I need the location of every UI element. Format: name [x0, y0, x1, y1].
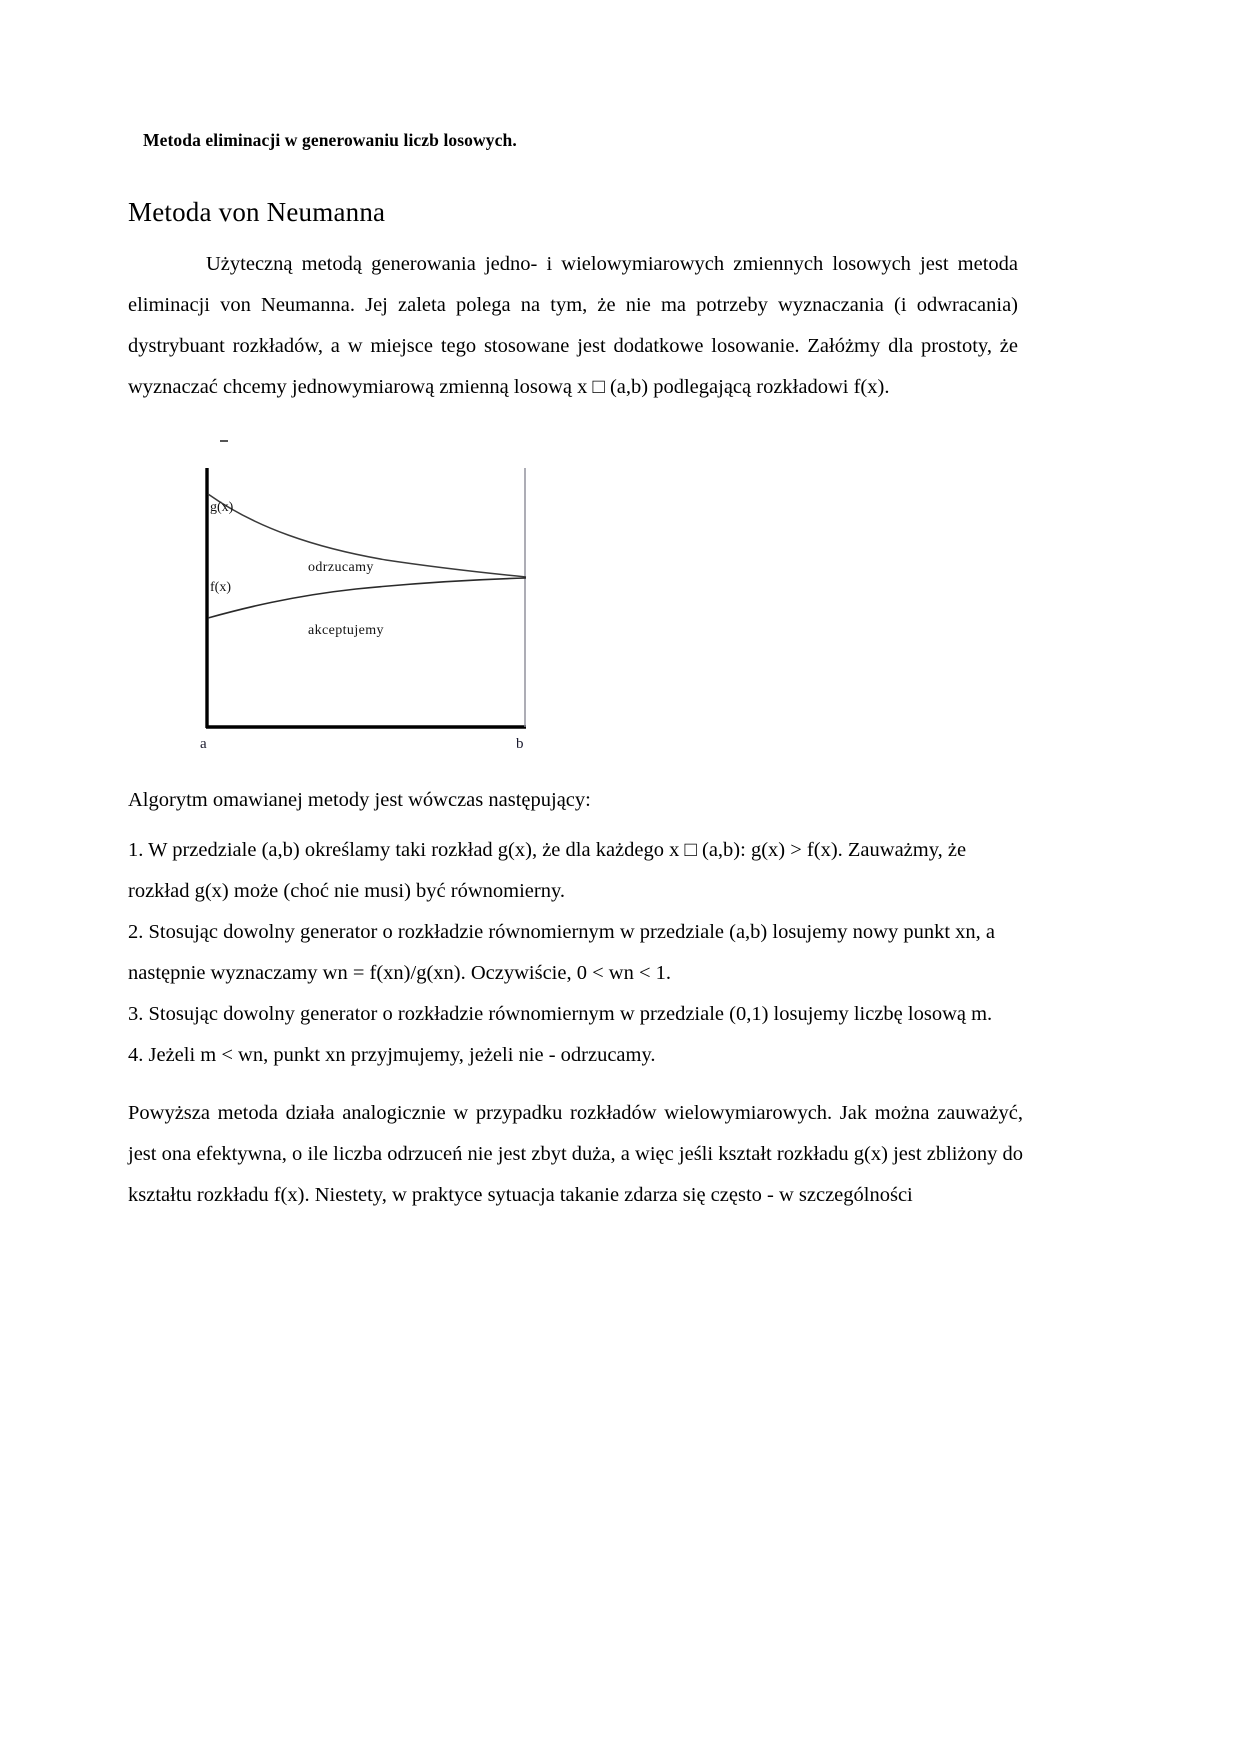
intro-paragraph: [128, 244, 1018, 408]
page-title: Metoda eliminacji w generowaniu liczb losowych.: [143, 130, 517, 150]
axis-label-a: a: [200, 736, 207, 752]
curve-f-of-x: [208, 578, 526, 618]
algorithm-step: 1. W przedziale (a,b) określamy taki rozkład g(x), że dla każdego x □ (a,b): g(x) > f(x). Zauważmy, że rozkład g(x) może (choć nie musi) być równomierny.: [128, 839, 967, 902]
region-label-reject: odrzucamy: [308, 560, 374, 575]
figure-plot-svg: [196, 432, 541, 762]
algorithm-lead-in: Algorytm omawianej metody jest wówczas następujący:: [128, 789, 591, 811]
algorithm-step: 3. Stosując dowolny generator o rozkładzie równomiernym w przedziale (0,1) losujemy liczbę losową m.: [128, 1003, 993, 1025]
axis-label-b: b: [516, 736, 524, 752]
closing-paragraph: Powyższa metoda działa analogicznie w przypadku rozkładów wielowymiarowych. Jak można zauważyć, jest ona efektywna, o ile liczba odrzuceń nie jest zbyt duża, a więc jeśli kształt rozkładu g(x) jest zbliżony do kształtu rozkładu f(x). Niestety, w praktyce sytuacja takanie zdarza się często - w szczególności: [128, 1102, 1023, 1206]
algorithm-steps-list: [128, 830, 1018, 1076]
intro-paragraph-text: Użyteczną metodą generowania jedno- i wielowymiarowych zmiennych losowych jest metoda eliminacji von Neumanna. Jej zaleta polega na tym, że nie ma potrzeby wyznaczania (i odwracania) dystrybuant rozkładów, a w miejsce tego stosowane jest dodatkowe losowanie. Załóżmy dla prostoty, że wyznaczać chcemy jednowymiarową zmienną losową x □ (a,b) podlegającą rozkładowi f(x).: [128, 253, 1018, 398]
algorithm-step: 2. Stosując dowolny generator o rozkładzie równomiernym w przedziale (a,b) losujemy nowy punkt xn, a następnie wyznaczamy wn = f(xn)/g(xn). Oczywiście, 0 < wn < 1.: [128, 921, 996, 984]
section-heading: Metoda von Neumanna: [128, 197, 386, 227]
curve-label-f: f(x): [210, 580, 231, 595]
region-label-accept: akceptujemy: [308, 623, 384, 638]
curve-label-g: g(x): [210, 500, 234, 515]
rejection-sampling-figure: [196, 432, 541, 762]
algorithm-step: 4. Jeżeli m < wn, punkt xn przyjmujemy, jeżeli nie - odrzucamy.: [128, 1044, 656, 1066]
